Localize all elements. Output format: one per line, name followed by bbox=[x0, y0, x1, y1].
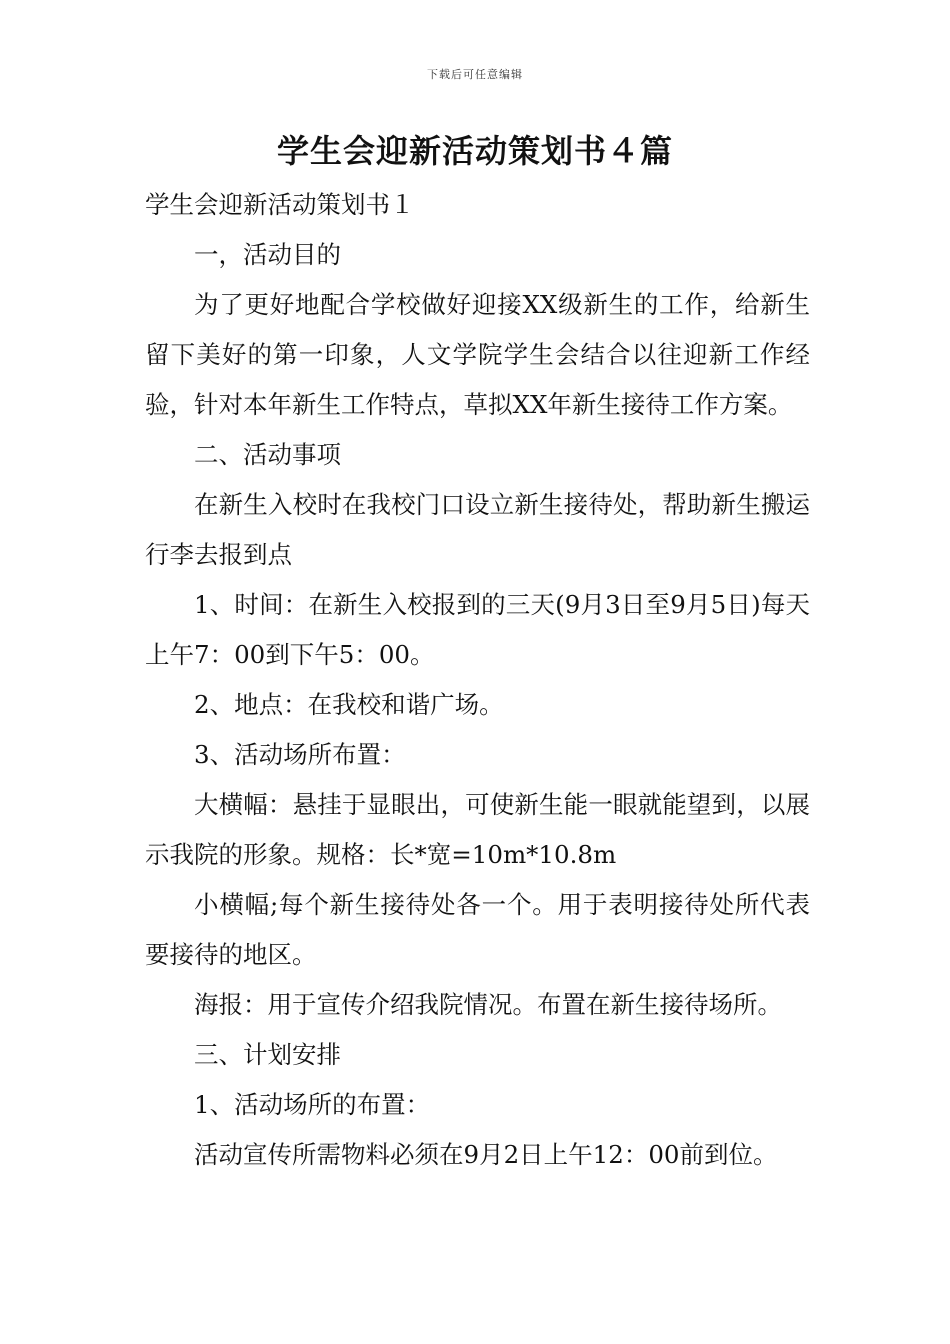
paragraph-venue-setup: 3、活动场所布置： bbox=[194, 740, 406, 769]
heading-activity-purpose: 一，活动目的 bbox=[194, 240, 341, 269]
paragraph-location: 2、地点：在我校和谐广场。 bbox=[194, 690, 504, 719]
section-subtitle: 学生会迎新活动策划书１ bbox=[145, 190, 415, 219]
heading-activity-items: 二、活动事项 bbox=[194, 440, 341, 469]
header-note: 下载后可任意编辑 bbox=[427, 68, 523, 81]
document-title: 学生会迎新活动策划书４篇 bbox=[276, 132, 673, 170]
paragraph-large-banner: 大横幅：悬挂于显眼出，可使新生能一眼就能望到，以展示我院的形象。规格：长*宽=10m*10.8m bbox=[145, 790, 810, 869]
document-body bbox=[145, 180, 810, 1180]
paragraph-poster: 海报：用于宣传介绍我院情况。布置在新生接待场所。 bbox=[194, 990, 782, 1019]
paragraph-reception-desk: 在新生入校时在我校门口设立新生接待处，帮助新生搬运行李去报到点 bbox=[145, 490, 810, 569]
paragraph-time: 1、时间：在新生入校报到的三天(9月3日至9月5日)每天上午7：00到下午5：00。 bbox=[145, 590, 810, 669]
paragraph-small-banner: 小横幅;每个新生接待处各一个。用于表明接待处所代表要接待的地区。 bbox=[145, 890, 810, 969]
paragraph-venue-arrangement: 1、活动场所的布置： bbox=[194, 1090, 431, 1119]
paragraph-purpose: 为了更好地配合学校做好迎接XX级新生的工作，给新生留下美好的第一印象，人文学院学生会结合以往迎新工作经验，针对本年新生工作特点，草拟XX年新生接待工作方案。 bbox=[145, 290, 810, 419]
heading-plan: 三、计划安排 bbox=[194, 1040, 341, 1069]
paragraph-materials-deadline: 活动宣传所需物料必须在9月2日上午12：00前到位。 bbox=[194, 1140, 778, 1169]
